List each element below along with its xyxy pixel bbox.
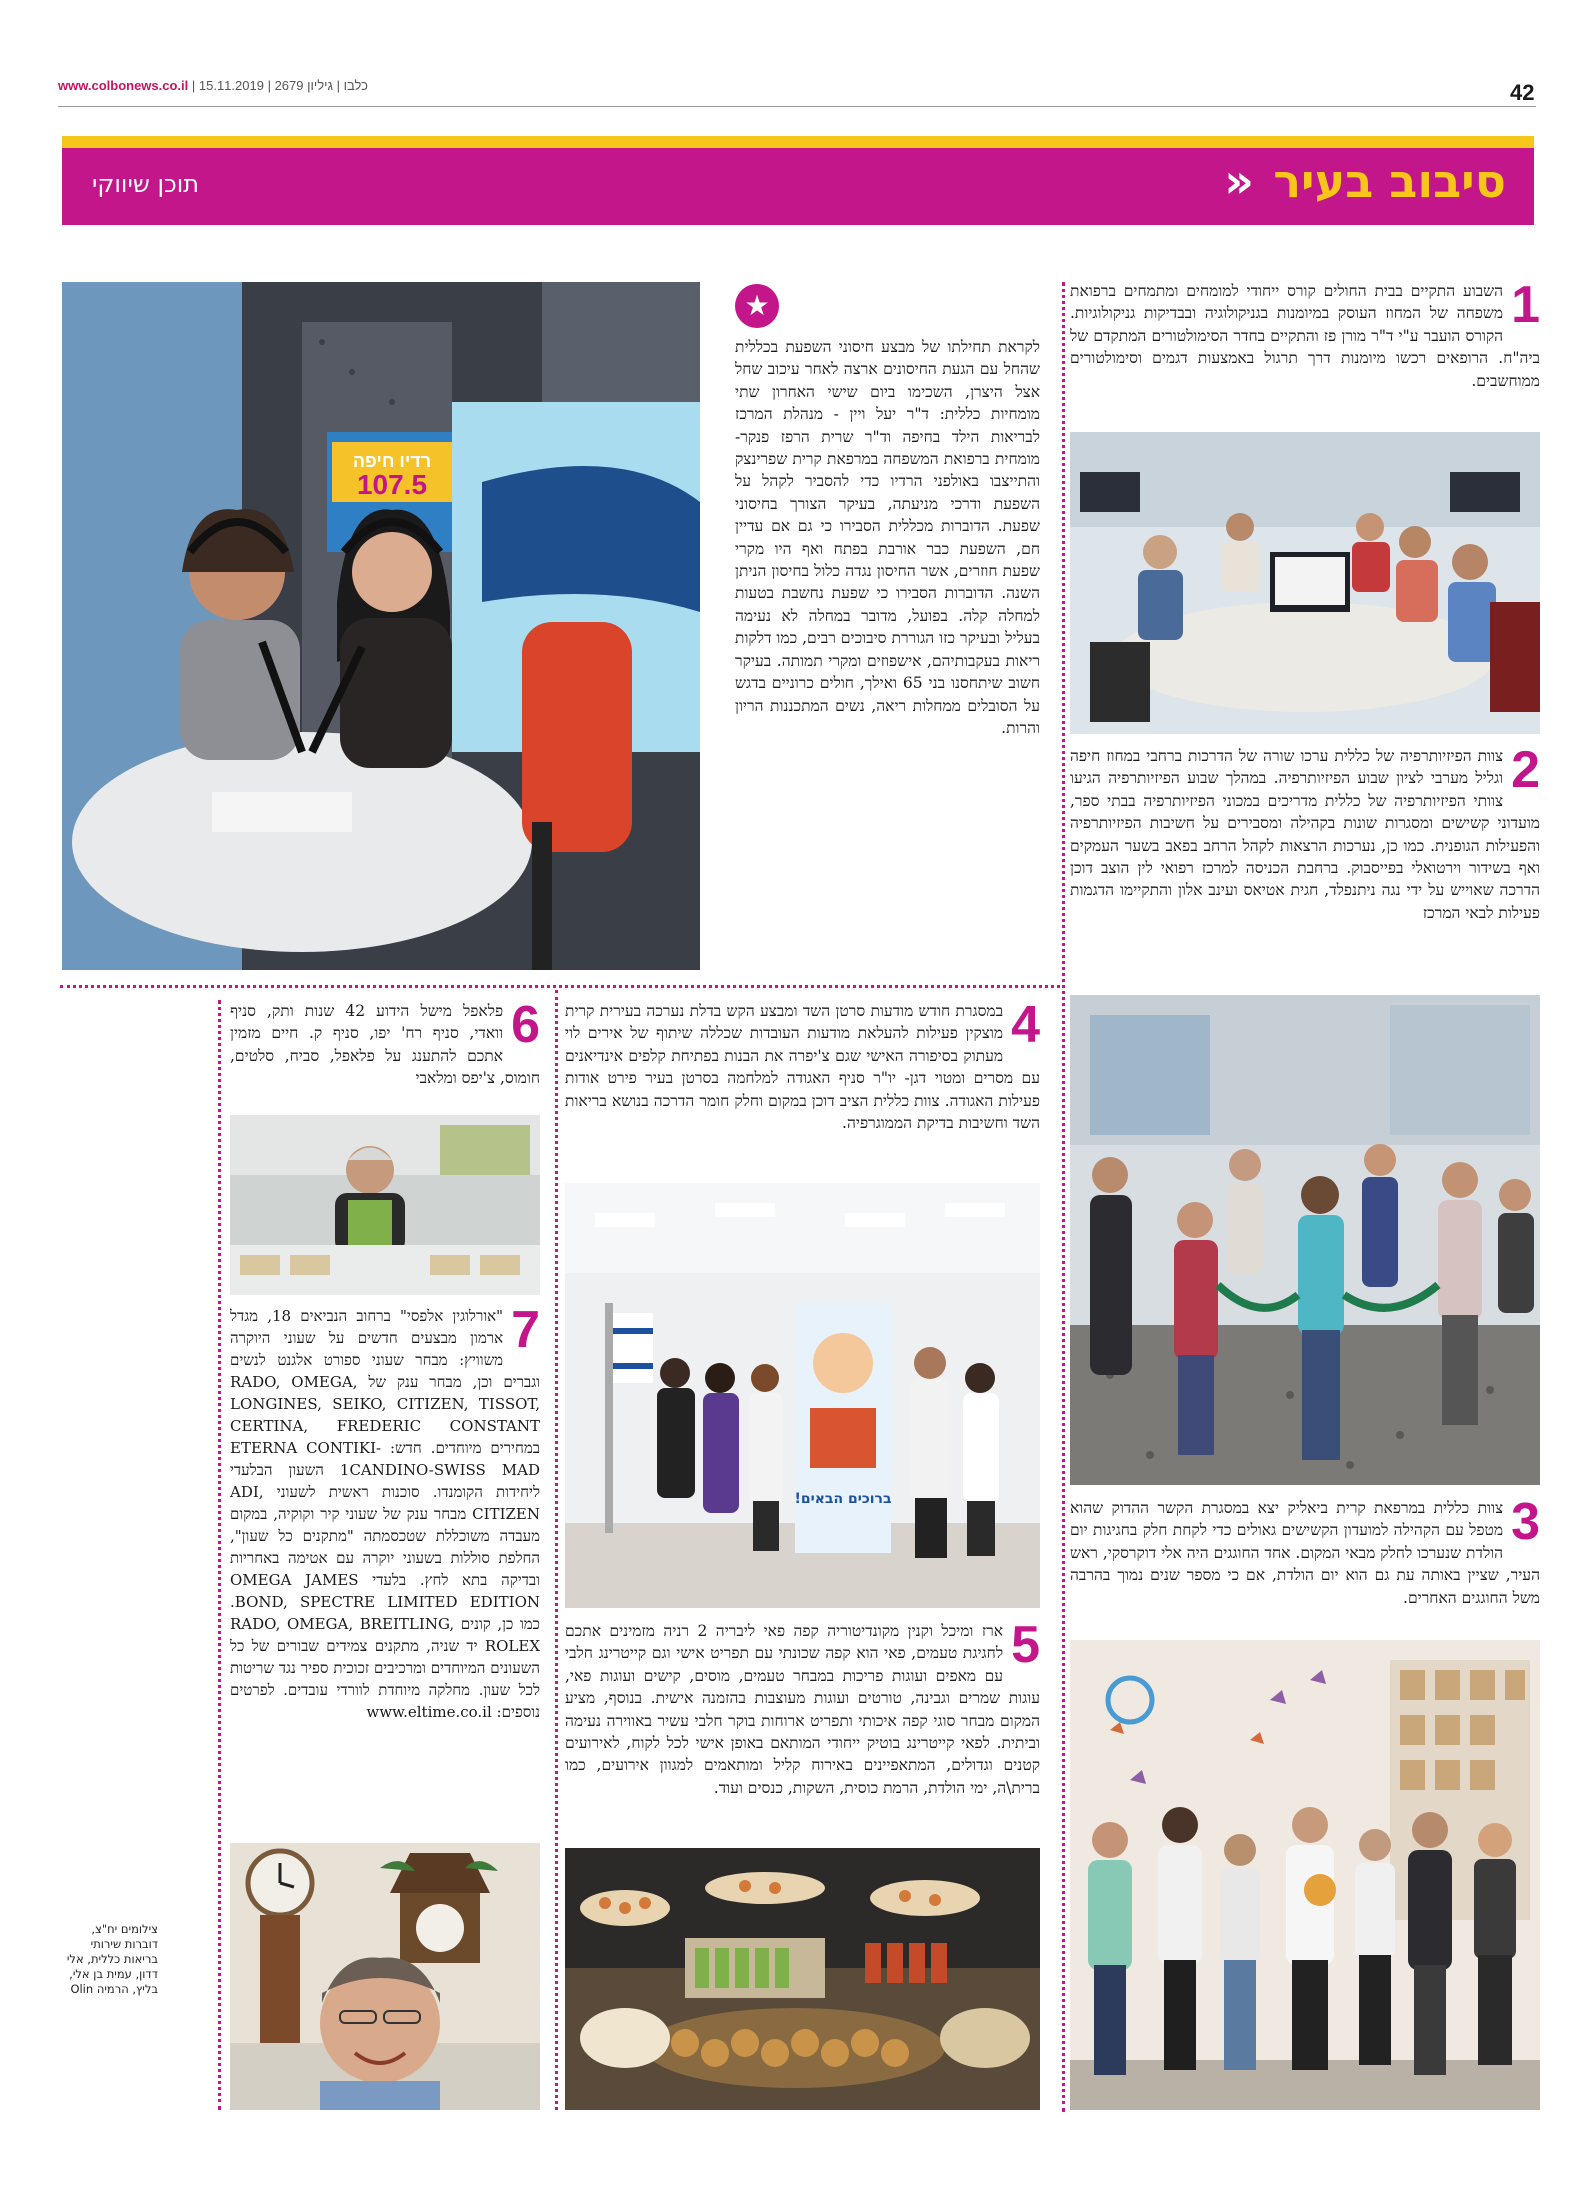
photo-credit: צילומים יח"צ, דוברות שירותי בריאות כללית, אלי דדון, עמית בן אלי, בליץ, הרמיה Olin [66,1922,158,1996]
article-number-3: 3 [1511,1493,1540,1551]
article-2 [1070,741,1540,983]
photo-catering-spread [565,1848,1040,2110]
article-number-1: 1 [1511,276,1540,334]
article-number-5: 5 [1011,1616,1040,1674]
photo-radio-studio [62,282,700,970]
header-divider [58,106,1536,107]
banner-yellow-strip [62,136,1534,148]
section-banner [62,148,1534,225]
article-4 [565,996,1040,1170]
photo-birthday-celebration [1070,1640,1540,2110]
row-divider-middle [60,985,1060,988]
sponsored-label: תוכן שיווקי [92,170,200,198]
column-divider-right [1062,282,1065,2112]
chevron-left-icon: » [1224,154,1254,208]
article-5 [565,1616,1040,1840]
photo-simulator-course [1070,432,1540,734]
stand-banner-text: ברוכים הבאים! [794,1491,892,1507]
photo-physiotherapy-exercise [1070,995,1540,1485]
article-number-6: 6 [511,996,540,1054]
article-number-2: 2 [1511,741,1540,799]
photo-falafel-stand [230,1115,540,1295]
column-divider-credit [218,1000,221,2110]
article-2-text: צוות הפיזיותרפיה של כללית ערכו שורה של הדרכות ברחבי במחוז חיפה וגליל מערבי לציון שבוע הפיזיותרפיה. במהלך שבוע הפיזיותרפיה הגיעו צוותי הפיזיותרפיה של כללית מדריכים במכוני הפיזיותרפיה בבתי ספר, מועדוני קשישים ומסגרות שונות בקהילה ומסבירים על חשיבות הפיזיותרפיה והפעילות הגופנית. כמו כן, נערכות הרצאות לקהל הרחב בפאב בשער העמקים ואף בשידור וירטואלי בפייסבוק. ברחבת הכניסה למרכז רפואי לין הוצב דוכן הדרכה שאוייש על ידי נגה ניתנפלד, חגית אטיאס ועינב אלון והתקיימו הדגמות פעילות לבאי המרכז [1070,747,1540,922]
article-6 [230,996,540,1110]
photo-breast-cancer-awareness [565,1183,1040,1608]
article-radio [735,336,1040,856]
photo-watch-shop-owner [230,1843,540,2110]
section-title: סיבוב בעיר [1273,154,1506,208]
article-radio-text: לקראת תחילתו של מבצע חיסוני השפעת בכללית שהחל עם הגעת החיסונים ארצה לאחר עיכוב שחל אצל היצרן, השכימו ביום שישי האחרון שתי מומחיות כללית: ד"ר יעל ויין - מנהלת המרכז לבריאות הילד בחיפה וד"ר שרית הרפז פנקר- מומחית ברפואת המשפחה במרפאת קרית שפרינצק והתייצבו באולפני הרדיו כדי להסביר לקהל על השפעת ודרכי מניעתה, בעיקר הצורך בחיסוני שפעת. הדוברות מכללית הסבירו כי גם אם עדיין חם, השפעת כבר אורבת בפתח ואף היו מקרי שפעת חוזרים, אשר החיסון נגדה כלול בחיסון הניתן השנה. הדוברות הסבירו כי שפעת נחשבת בטעות למחלה קלה. בפועל, מדובר במחלה לא נעימה בעליל ובעיקר כזו הגוררת סיבוכים רבים, כמו דלקות ריאות בעקבותיהם, אישפוזים ומקרי תמותה. בעיקר חשוב שיתחסנו בני 65 ואילך, חולים כרוניים בדגש על הסובלים ממחלות ריאה, נשים המתכננות הריון והרות. [735,338,1040,737]
site-url[interactable]: www.colbonews.co.il [58,78,189,93]
header-publication-line [58,78,368,93]
article-1-text: השבוע התקיים בבית החולים קורס ייחודי למומחים ומתמחים ברפואת משפחה של המחוז העוסק במיומנות בגניקולוגיה ובבדיקות גניקולוגיות. הקורס הועבר ע"י ד"ר מורן פז והתקיים בחדר הסימולטורים המתקדם של ביה"ח. הרופאים רכשו מיומנות דרך תרגול באמצעות דגמים וסימולטורים ממוחשבים. [1070,282,1540,390]
article-7-text: "אורלוגין אלפסי" ברחוב הנביאים 18, מגדל ארמון מבצעים חדשים על שעוני היוקרה משוויץ: מבחר שעוני ספורט אלגנט לנשים וגברים וכן, מבחר ענק של RADO, OMEGA, LONGINES, SEIKO, CITIZEN, TISSOT, CERTINA, FREDERIC CONSTANT במחירים מיוחדים. חדש: ETERNA CONTIKI-1CANDINO-SWISS MAD השעון הבלעדי ליחידות הקומנדו. סוכנות ראשית לשעוני ADI, CITIZEN מבחר ענק של שעוני קיר וקוקיה, במקום מעבדה משוכללת שטכסמתה "מתקנים כל שעון", החלפת סוללות בשעוני יוקרה עם אטימה באחריות ובדיקה בתא לחץ. בלעדי OMEGA JAMES BOND, SPECTRE LIMITED EDITION. כמו כן, קונים RADO, OMEGA, BREITLING, ROLEX יד שניה, מתקנים צמידים שבורים של כל השעונים המיוחדים ומרכיבים זכוכית ספיר נגד שריטות לכל שעון. מחלקה מיוחדת לוורדי עובדים. לפרטים נוספים: www.eltime.co.il [230,1307,540,1721]
radio-sign-frequency: 107.5 [356,469,428,500]
star-icon: ★ [735,284,779,328]
radio-sign-name: רדיו חיפה [352,451,432,471]
page-number: 42 [1510,80,1535,105]
article-7 [230,1301,540,1830]
article-4-text: במסגרת חודש מודעות סרטן השד ומבצע הקש בדלת נערכה בעירית קרית מוצקין פעילות להעלאת מודעות העובדות שכללה שיתוף של אירים לוי מעתוק בסיפורה האישי שגם צ'יפרה את הבנות בפתיחת קלפים אינדיאנים עם מסרים ומטוי דגן- יו"ר סניף האגודה למלחמה בסרטן בעיר פירט אודות פעילות האגודה. צוות כללית הציב דוכן במקום וחלק חומר הדרכה בנושא בריאות השד וחשיבות בדיקת הממוגרפיה. [565,1002,1040,1133]
article-number-4: 4 [1011,996,1040,1054]
article-3 [1070,1493,1540,1637]
article-3-text: צוות כללית במרפאת קרית ביאליק יצא במסגרת הקשר ההדוק שהוא מטפל עם הקהילה למועדון הקשישים גאולים כדי לקחת חלק בחגיגות יום הולדת שנערכו לחלק מבאי המקום. אחד החוגגים היה אלי דוקרסקי, ראש העיר, שציין באותה עת גם הוא יום הולדת, אם כי מספר שנים נמוך בהרבה משל החוגגים האחרים. [1070,1499,1540,1607]
column-divider-left [555,990,558,2110]
article-number-7: 7 [511,1301,540,1359]
article-1 [1070,276,1540,420]
issue-meta: | כלבו | גיליון 2679 | 15.11.2019 [188,78,368,93]
article-5-text: ארז ומיכל וקנין מקונדיטוריה קפה פאי ליבריה 2 רניה מזמינים אתכם לחגיגת טעמים, פאי הוא קפה שכונתי עם תפריט אישי וגם קייטרינג חלבי עם מאפים ועוגות פריכות במבחר טעמים, מוסים, קישים ועוגות פאי, עוגות שמרים וגבינה, טורטים ועוגות מעוצבות בהזמנה אישית. בנוסף, מציע המקום מבחר סוגי קפה איכותי ותפריט ארוחות בוקר חלבי עשיר באווירה נעימה וביתית. לפאי קייטרינג בוטיק ייחודי המותאם באופן אישי לכל לקוח, לאירועים קטנים וגדולים, המתאפיינים באירוח קליל ומותאמים למגוון אירועים, כמו ברית\ה, ימי הולדת, הרמת כוסית, השקות, כנסים ועוד. [565,1622,1040,1797]
article-6-text: פלאפל מישל הידוע 42 שנות ותק, סניף וואדי, סניף רח' יפו, סניף ק. חיים מזמין אתכם להתענג על פלאפל, סביח, סלטים, חומוס, צ'יפס ומלאבי [230,1002,540,1088]
